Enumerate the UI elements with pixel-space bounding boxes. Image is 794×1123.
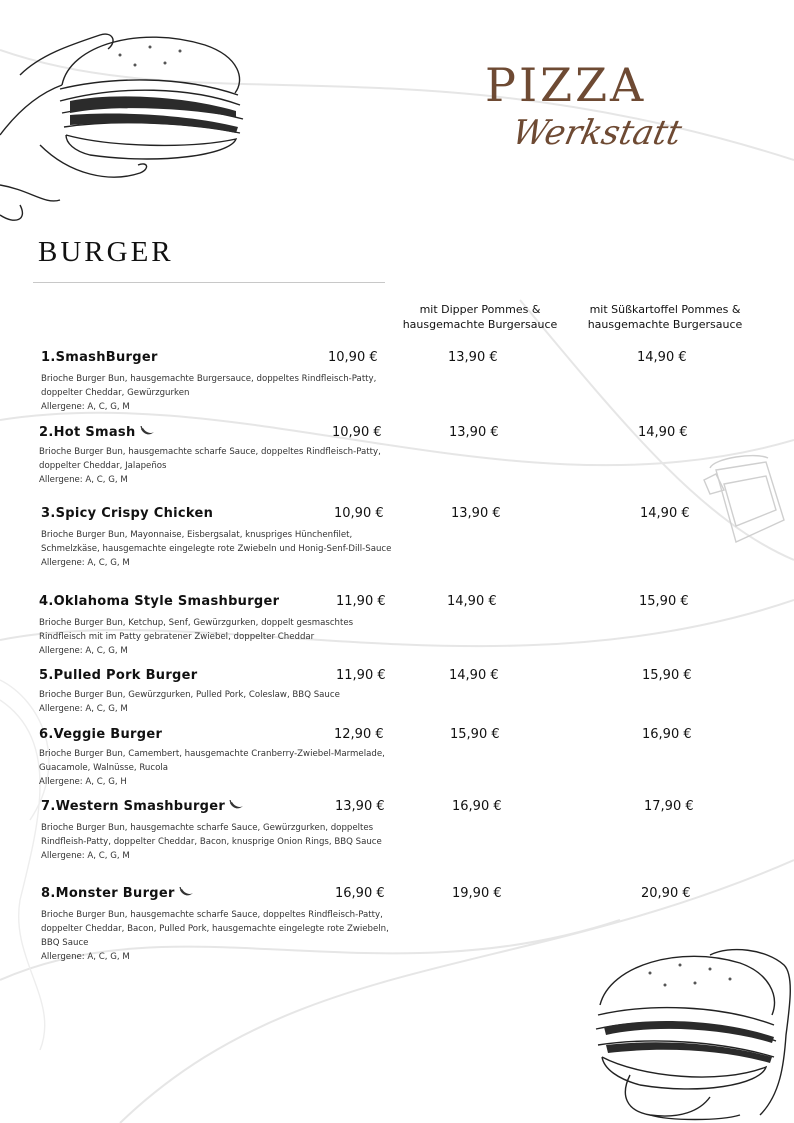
pizza-werkstatt-logo — [485, 58, 686, 172]
item-description — [41, 372, 393, 414]
price-dipper: 16,90 € — [452, 799, 502, 814]
price-sweet-potato: 20,90 € — [641, 886, 691, 901]
allergen-info: Allergene: A, C, G, M — [41, 851, 130, 861]
description-text: Brioche Burger Bun, Ketchup, Senf, Gewürzgurken, doppelt gesmaschtes Rindfleisch mit im Patty gebratener Zwiebel, doppelter Cheddar — [39, 618, 354, 642]
item-description — [41, 908, 393, 964]
chili-icon — [229, 800, 244, 811]
price-sweet-potato: 14,90 € — [638, 425, 688, 440]
price-dipper: 15,90 € — [450, 727, 500, 742]
price-dipper: 13,90 € — [449, 425, 499, 440]
allergen-info: Allergene: A, C, G, M — [41, 558, 130, 568]
price-single: 11,90 € — [336, 594, 386, 609]
price-single: 10,90 € — [332, 425, 382, 440]
price-dipper: 13,90 € — [448, 350, 498, 365]
item-name: 7.Western Smashburger — [41, 799, 226, 814]
price-single: 10,90 € — [328, 350, 378, 365]
allergen-info: Allergene: A, C, G, M — [39, 475, 128, 485]
allergen-info: Allergene: A, C, G, M — [39, 704, 128, 714]
price-dipper: 14,90 € — [447, 594, 497, 609]
description-text: Brioche Burger Bun, Mayonnaise, Eisbergsalat, knuspriges Hünchenfilet, Schmelzkäse, hausgemachte eingelegte rote Zwiebeln und Honig-Senf-Dill-Sauce — [41, 530, 392, 554]
item-description — [41, 821, 393, 863]
item-name: 2.Hot Smash — [39, 425, 136, 440]
item-description — [39, 688, 391, 716]
description-text: Brioche Burger Bun, Gewürzgurken, Pulled Pork, Coleslaw, BBQ Sauce — [39, 690, 340, 700]
column-header-dipper: mit Dipper Pommes & hausgemachte Burgersauce — [402, 303, 558, 331]
price-sweet-potato: 14,90 € — [640, 506, 690, 521]
price-single: 16,90 € — [335, 886, 385, 901]
item-name-row — [41, 799, 244, 814]
allergen-info: Allergene: A, C, G, M — [41, 402, 130, 412]
item-name: 5.Pulled Pork Burger — [39, 668, 198, 683]
item-name-row — [39, 425, 155, 440]
item-description — [39, 747, 391, 789]
burger-hand-sketch-top — [0, 15, 255, 240]
price-sweet-potato: 16,90 € — [642, 727, 692, 742]
item-name: 4.Oklahoma Style Smashburger — [39, 594, 280, 609]
section-title: BURGER — [38, 236, 174, 268]
logo-line-werkstatt: Werkstatt — [508, 113, 686, 153]
allergen-info: Allergene: A, C, G, H — [39, 777, 127, 787]
item-name: 6.Veggie Burger — [39, 727, 163, 742]
chili-icon — [140, 426, 155, 437]
item-name: 3.Spicy Crispy Chicken — [41, 506, 214, 521]
description-text: Brioche Burger Bun, Camembert, hausgemachte Cranberry-Zwiebel-Marmelade, Guacamole, Walnüsse, Rucola — [39, 749, 385, 773]
description-text: Brioche Burger Bun, hausgemachte scharfe Sauce, Gewürzgurken, doppeltes Rindfleish-Patty, doppelter Cheddar, Bacon, knusprige Onion Rings, BBQ Sauce — [41, 823, 382, 847]
price-dipper: 13,90 € — [451, 506, 501, 521]
price-sweet-potato: 14,90 € — [637, 350, 687, 365]
item-name-row — [41, 886, 194, 901]
price-single: 13,90 € — [335, 799, 385, 814]
description-text: Brioche Burger Bun, hausgemachte scharfe Sauce, doppeltes Rindfleisch-Patty, doppelter Cheddar, Jalapeños — [39, 447, 381, 471]
price-single: 12,90 € — [334, 727, 384, 742]
item-name: 8.Monster Burger — [41, 886, 175, 901]
chili-icon — [179, 887, 194, 898]
item-description — [41, 528, 393, 570]
description-text: Brioche Burger Bun, hausgemachte scharfe Sauce, doppeltes Rindfleisch-Patty, doppelter Cheddar, Bacon, Pulled Pork, hausgemachte eingelegte rote Zwiebeln, BBQ Sauce — [41, 910, 389, 948]
price-dipper: 19,90 € — [452, 886, 502, 901]
title-divider — [33, 282, 385, 283]
price-single: 11,90 € — [336, 668, 386, 683]
item-name: 1.SmashBurger — [41, 350, 158, 365]
allergen-info: Allergene: A, C, G, M — [41, 952, 130, 962]
burger-hand-sketch-bottom — [590, 945, 794, 1123]
column-header-sweet-potato: mit Süßkartoffel Pommes & hausgemachte Burgersauce — [587, 303, 743, 331]
allergen-info: Allergene: A, C, G, M — [39, 646, 128, 656]
price-dipper: 14,90 € — [449, 668, 499, 683]
price-sweet-potato: 17,90 € — [644, 799, 694, 814]
price-single: 10,90 € — [334, 506, 384, 521]
price-sweet-potato: 15,90 € — [642, 668, 692, 683]
sauce-bottle-sketch — [696, 450, 794, 560]
item-description — [39, 616, 391, 658]
item-description — [39, 445, 391, 487]
price-sweet-potato: 15,90 € — [639, 594, 689, 609]
logo-line-pizza: PIZZA — [485, 58, 647, 112]
description-text: Brioche Burger Bun, hausgemachte Burgersauce, doppeltes Rindfleisch-Patty, doppelter Cheddar, Gewürzgurken — [41, 374, 377, 398]
